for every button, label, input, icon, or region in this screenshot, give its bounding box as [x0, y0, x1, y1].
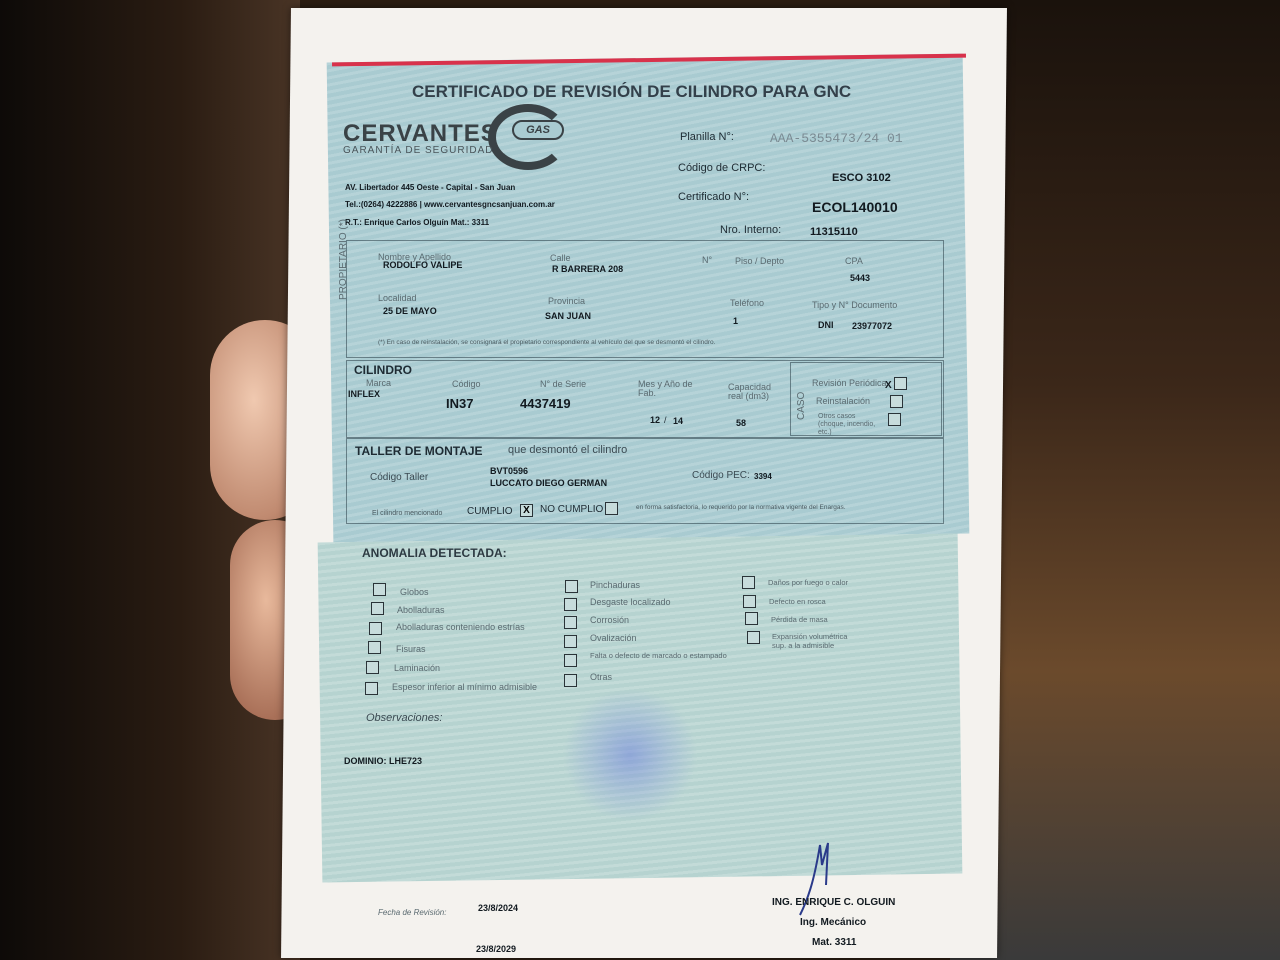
taller-codigo-label: Código Taller: [370, 472, 429, 483]
anomalia-checkbox[interactable]: [565, 580, 578, 593]
anomalia-label: Abolladuras: [397, 605, 445, 615]
telefono-value: 1: [733, 316, 739, 326]
nombre-value: RODOLFO VALIPE: [383, 260, 463, 270]
certificado-label: Certificado N°:: [678, 191, 750, 203]
anomalia-label: Globos: [400, 587, 429, 597]
provincia-value: SAN JUAN: [545, 311, 592, 321]
anomalia-label: Pérdida de masa: [771, 615, 828, 624]
caso-otros-checkbox[interactable]: [888, 413, 901, 426]
piso-label: Piso / Depto: [735, 256, 785, 266]
fecha-vencimiento-value: 23/8/2029: [476, 944, 517, 954]
anomalia-label: Daños por fuego o calor: [768, 578, 849, 587]
brand-logo-text: CERVANTES: [343, 120, 498, 147]
crpc-label: Código de CRPC:: [678, 162, 766, 174]
certificate-title: CERTIFICADO DE REVISIÓN DE CILINDRO PARA GNC: [412, 82, 852, 101]
anomalia-label: Ovalización: [590, 633, 637, 643]
anomalia-checkbox[interactable]: [564, 616, 577, 629]
documento-numero: 23977072: [852, 321, 893, 331]
anomalia-label: Corrosión: [590, 615, 630, 625]
cpa-value: 5443: [850, 273, 871, 283]
fecha-revision-value: 23/8/2024: [478, 903, 519, 913]
cpa-label: CPA: [845, 256, 863, 266]
cumplio-post-text: en forma satisfactoria, lo requerido por la normativa vigente del Enargas.: [636, 504, 846, 511]
anomalia-checkbox[interactable]: [371, 602, 384, 615]
anomalia-label: Defecto en rosca: [769, 597, 826, 606]
crpc-value: ESCO 3102: [832, 172, 891, 184]
cilindro-section-label: CILINDRO: [354, 363, 412, 377]
marca-value: INFLEX: [348, 389, 381, 399]
anomalia-checkbox[interactable]: [745, 612, 758, 625]
fabricacion-label: Mes y Año de Fab.: [638, 379, 693, 398]
codigo-value: IN37: [446, 396, 474, 411]
caso-revision-mark: X: [885, 380, 892, 391]
calle-value: R BARRERA 208: [552, 264, 624, 274]
anomalia-checkbox[interactable]: [373, 583, 386, 596]
serie-label: N° de Serie: [540, 379, 587, 389]
propietario-section-label: PROPIETARIO (*): [338, 219, 349, 300]
codigo-label: Código: [452, 379, 481, 389]
anomalia-label: Expansión volumétrica sup. a la admisible: [772, 632, 848, 650]
anio-value: 14: [673, 416, 684, 426]
caso-reinstalacion-checkbox[interactable]: [890, 395, 903, 408]
anomalia-checkbox[interactable]: [368, 641, 381, 654]
planilla-value: AAA-5355473/24 01: [770, 131, 903, 146]
pec-label: Código PEC:: [692, 470, 750, 481]
documento-tipo: DNI: [818, 320, 834, 330]
signature: [790, 835, 850, 925]
fecha-revision-label: Fecha de Revisión:: [378, 908, 447, 917]
cumplio-label: CUMPLIO: [467, 506, 513, 517]
gas-logo: GAS: [512, 120, 564, 140]
firma-matricula: Mat. 3311: [812, 937, 857, 948]
seal-stamp: [560, 690, 700, 820]
anomalia-label: Pinchaduras: [590, 580, 641, 590]
firma-titulo: Ing. Mecánico: [800, 917, 867, 928]
company-rt: R.T.: Enrique Carlos Olguín Mat.: 3311: [345, 218, 490, 227]
cumplio-checkbox[interactable]: X: [520, 504, 533, 517]
brand-tagline: GARANTÍA DE SEGURIDAD: [343, 145, 494, 156]
capacidad-value: 58: [736, 418, 747, 428]
anomalia-checkbox[interactable]: [365, 682, 378, 695]
serie-value: 4437419: [520, 396, 571, 411]
observaciones-label: Observaciones:: [366, 712, 443, 724]
taller-section-suffix: que desmontó el cilindro: [508, 444, 628, 456]
planilla-label: Planilla N°:: [680, 131, 734, 143]
anomalia-label: Espesor inferior al mínimo admisible: [392, 682, 538, 692]
telefono-label: Teléfono: [730, 298, 765, 308]
caso-otros-label: Otros casos (choque, incendio, etc.): [818, 413, 876, 436]
company-contact: Tel.:(0264) 4222886 | www.cervantesgncsanjuan.com.ar: [345, 200, 555, 209]
anomalia-checkbox[interactable]: [564, 674, 577, 687]
provincia-label: Provincia: [548, 296, 586, 306]
no-cumplio-label: NO CUMPLIO: [540, 504, 604, 515]
interno-label: Nro. Interno:: [720, 224, 782, 236]
anomalia-label: Laminación: [394, 663, 441, 673]
firma-nombre: ING. ENRIQUE C. OLGUIN: [772, 897, 896, 908]
localidad-label: Localidad: [378, 293, 417, 303]
nro-label: N°: [702, 255, 713, 265]
taller-section-label: TALLER DE MONTAJE: [355, 444, 483, 458]
calle-label: Calle: [550, 253, 571, 263]
no-cumplio-checkbox[interactable]: [605, 502, 618, 515]
anomalia-label: Otras: [590, 672, 613, 682]
anomalia-section-label: ANOMALIA DETECTADA:: [362, 546, 507, 560]
documento-label: Tipo y N° Documento: [812, 300, 898, 310]
anomalia-label: Falta o defecto de marcado o estampado: [590, 651, 727, 660]
taller-codigo-value: BVT0596: [490, 466, 529, 476]
taller-nombre-value: LUCCATO DIEGO GERMAN: [490, 478, 608, 488]
anomalia-label: Fisuras: [396, 644, 426, 654]
anomalia-checkbox[interactable]: [366, 661, 379, 674]
localidad-value: 25 DE MAYO: [383, 306, 437, 316]
anomalia-checkbox[interactable]: [742, 576, 755, 589]
anomalia-label: Desgaste localizado: [590, 597, 671, 607]
anomalia-checkbox[interactable]: [564, 598, 577, 611]
capacidad-label: Capacidad real (dm3): [728, 382, 772, 401]
propietario-note: (*) En caso de reinstalación, se consignará el propietario correspondiente al vehículo del que se desmontó el cilindro.: [378, 339, 716, 346]
anomalia-checkbox[interactable]: [743, 595, 756, 608]
anomalia-checkbox[interactable]: [369, 622, 382, 635]
interno-value: 11315110: [810, 226, 858, 238]
anomalia-checkbox[interactable]: [564, 654, 577, 667]
company-address: AV. Libertador 445 Oeste - Capital - San Juan: [345, 183, 516, 192]
anomalia-label: Abolladuras conteniendo estrías: [396, 622, 525, 632]
anomalia-checkbox[interactable]: [564, 635, 577, 648]
caso-label: CASO: [796, 391, 807, 420]
nombre-label: Nombre y Apellido: [378, 252, 452, 262]
mes-value: 12: [650, 415, 661, 425]
caso-revision-label: Revisión Periódica: [812, 378, 887, 388]
certificado-value: ECOL140010: [812, 199, 898, 215]
marca-label: Marca: [366, 378, 392, 388]
dominio-value: DOMINIO: LHE723: [344, 756, 423, 766]
caso-reinstalacion-label: Reinstalación: [816, 396, 871, 406]
caso-revision-checkbox[interactable]: [894, 377, 907, 390]
fabricacion-separator: /: [664, 415, 667, 425]
anomalia-checkbox[interactable]: [747, 631, 760, 644]
cumplio-pre-text: El cilindro mencionado: [372, 510, 443, 517]
pec-value: 3394: [754, 472, 772, 481]
